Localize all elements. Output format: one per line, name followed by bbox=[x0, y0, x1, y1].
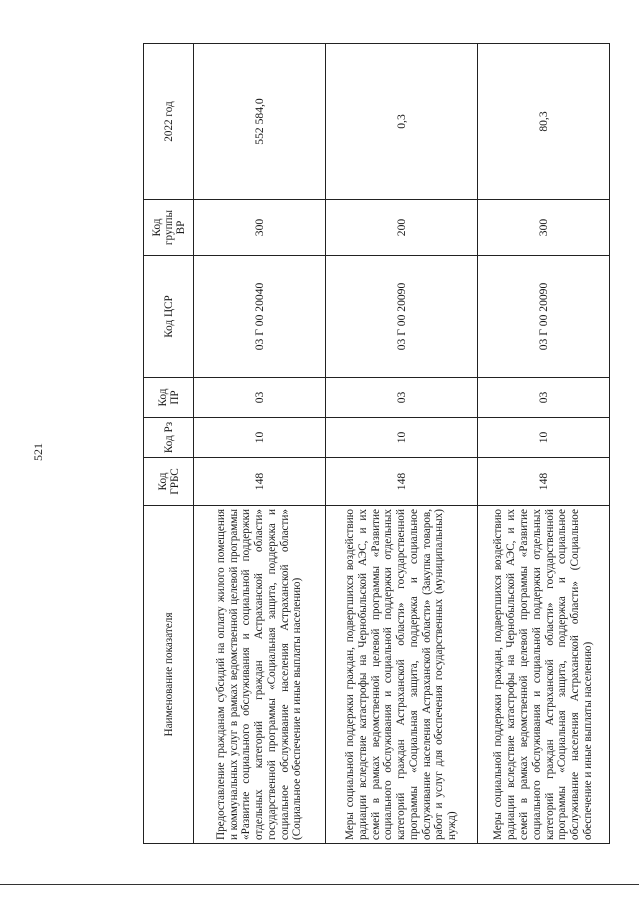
budget-table bbox=[143, 43, 610, 844]
table-header-row bbox=[144, 44, 194, 844]
row-value-2022: 80,3 bbox=[478, 44, 610, 200]
table-row bbox=[478, 44, 610, 844]
row-value-2022: 552 584,0 bbox=[194, 44, 326, 200]
row-csr-code: 03 Г 00 20090 bbox=[326, 256, 478, 378]
row-rz-code: 10 bbox=[194, 418, 326, 458]
row-csr-code: 03 Г 00 20040 bbox=[194, 256, 326, 378]
page-number: 521 bbox=[31, 443, 45, 461]
table-row bbox=[194, 44, 326, 844]
row-csr-code: 03 Г 00 20090 bbox=[478, 256, 610, 378]
row-grbs-code: 148 bbox=[478, 458, 610, 506]
table-row bbox=[326, 44, 478, 844]
header-pr-code: Код ПР bbox=[144, 378, 194, 418]
row-grbs-code: 148 bbox=[326, 458, 478, 506]
row-pr-code: 03 bbox=[478, 378, 610, 418]
row-indicator-name: Меры социальной поддержки граждан, подвергшихся воздействию радиации вследствие катастрофы на Чернобыльской АЭС, и их семей в рамках ведомственной целевой программы «Развитие социального обслуживания и социальной поддержки отдельных категорий граждан Астраханской области» государственной программы «Социальная защита, поддержка и социальное обслуживание населения Астраханской области» (Социальное обеспечение и иные выплаты населению) bbox=[478, 506, 610, 844]
header-year-2022: 2022 год bbox=[144, 44, 194, 200]
bottom-rule bbox=[0, 884, 639, 885]
row-vr-code: 300 bbox=[194, 200, 326, 256]
row-vr-code: 200 bbox=[326, 200, 478, 256]
row-rz-code: 10 bbox=[326, 418, 478, 458]
row-indicator-name: Меры социальной поддержки граждан, подвергшихся воздействию радиации вследствие катастрофы на Чернобыльской АЭС, и их семей в рамках ведомственной целевой программы «Развитие социального обслуживания и социальной поддержки отдельных категорий граждан Астраханской области» государственной программы «Социальная защита, поддержка и социальное обслуживание населения Астраханской области» (Закупка товаров, работ и услуг для обеспечения государственных (муниципальных) нужд) bbox=[326, 506, 478, 844]
header-rz-code: Код Рз bbox=[144, 418, 194, 458]
header-csr-code: Код ЦСР bbox=[144, 256, 194, 378]
row-value-2022: 0,3 bbox=[326, 44, 478, 200]
row-indicator-name: Предоставление гражданам субсидий на оплату жилого помещения и коммунальных услуг в рамках ведомственной целевой программы «Развитие социального обслуживания и социальной поддержки отдельных категорий граждан Астраханской области» государственной программы «Социальная защита, поддержка и социальное обслуживание населения Астраханской области» (Социальное обеспечение и иные выплаты населению) bbox=[194, 506, 326, 844]
header-vr-group-code: Код группы ВР bbox=[144, 200, 194, 256]
row-grbs-code: 148 bbox=[194, 458, 326, 506]
row-rz-code: 10 bbox=[478, 418, 610, 458]
row-pr-code: 03 bbox=[194, 378, 326, 418]
header-indicator-name: Наименование показателя bbox=[144, 506, 194, 844]
row-pr-code: 03 bbox=[326, 378, 478, 418]
row-vr-code: 300 bbox=[478, 200, 610, 256]
header-grbs-code: Код ГРБС bbox=[144, 458, 194, 506]
budget-table-rotated bbox=[143, 44, 609, 844]
